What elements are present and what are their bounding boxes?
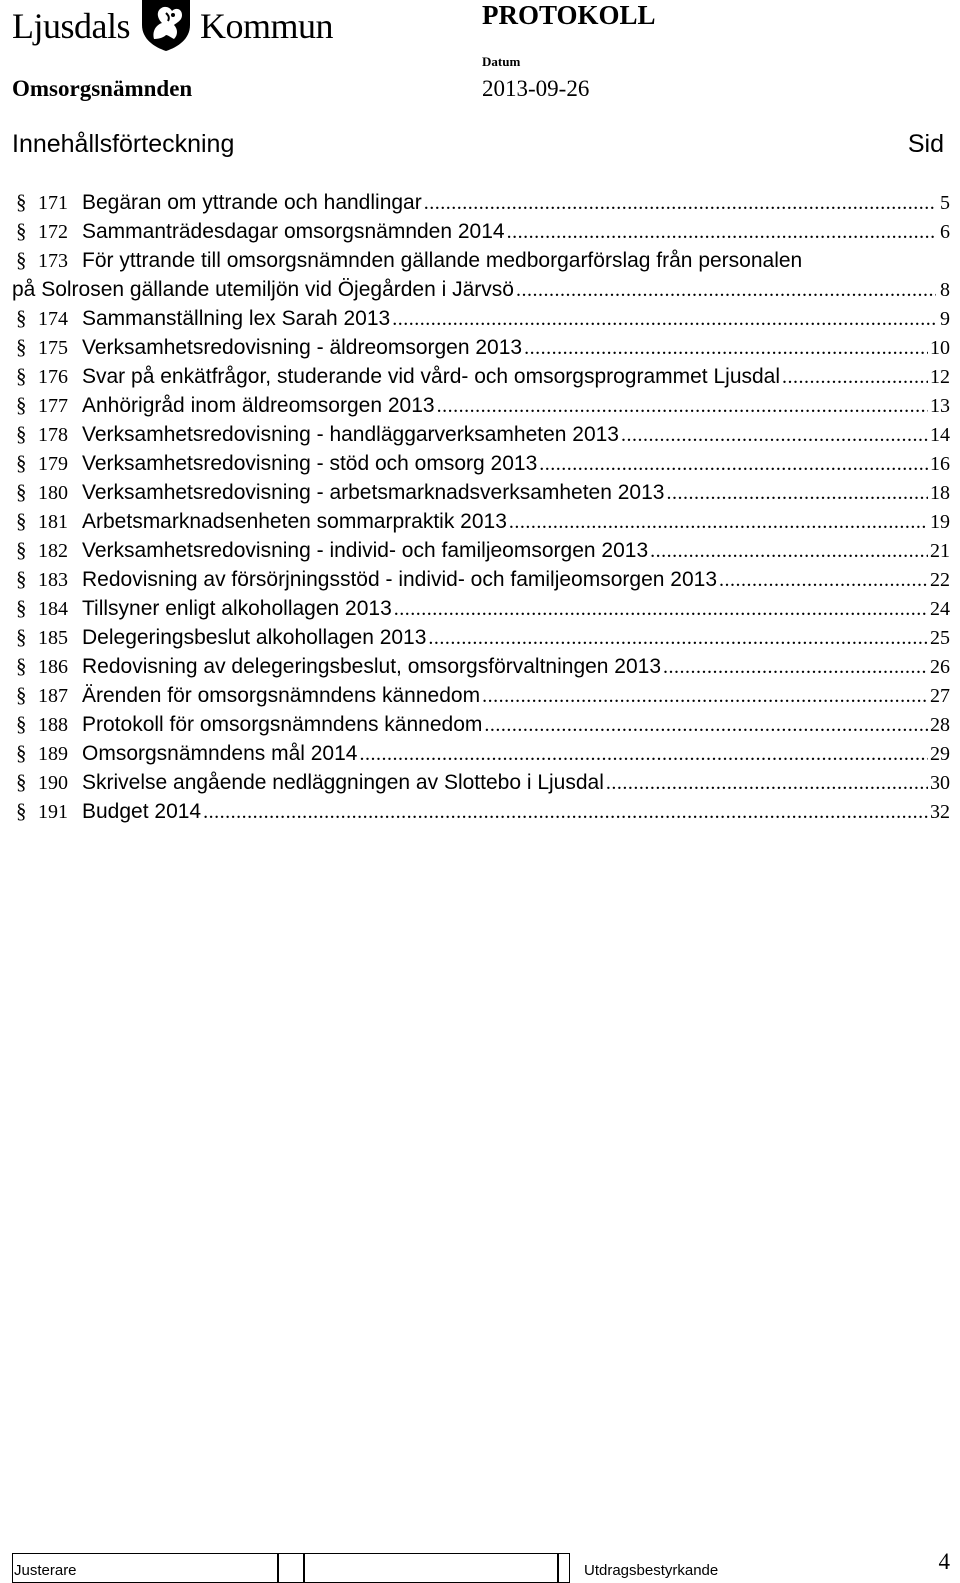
toc-entry-title: Verksamhetsredovisning - stöd och omsorg 2013 [82,452,538,475]
municipality-logo [12,2,333,50]
leader-dots [606,769,928,798]
section-symbol-icon: § [16,567,27,591]
toc-entry-title: Sammanträdesdagar omsorgsnämnden 2014 [82,220,505,243]
toc-entry-number: 191 [38,801,68,823]
toc-entry-number: 178 [38,424,68,446]
leader-dots [482,682,928,711]
toc-entry[interactable] [12,710,950,739]
section-symbol-icon: § [16,335,27,359]
toc-entry-page: 26 [930,656,950,678]
leader-dots [782,363,928,392]
leader-dots [359,740,928,769]
toc-entry-title: Anhörigråd inom äldreomsorgen 2013 [82,394,435,417]
toc-entry[interactable] [12,478,950,507]
toc-entry-title: Sammanställning lex Sarah 2013 [82,307,391,330]
leader-dots [437,392,928,421]
toc-entry[interactable] [12,304,950,333]
leader-dots [428,624,928,653]
toc-entry-title: Ärenden för omsorgsnämndens kännedom [82,684,481,707]
toc-entry-title: Skrivelse angående nedläggningen av Slottebo i Ljusdal [82,771,604,794]
toc-entry-page: 9 [940,308,950,330]
section-symbol-icon: § [16,480,27,504]
section-symbol-icon: § [16,625,27,649]
toc-entry[interactable] [12,594,950,623]
justerare-label: Justerare [14,1562,77,1579]
section-symbol-icon: § [16,393,27,417]
toc-entry[interactable] [12,333,950,362]
toc-entry-page: 12 [930,366,950,388]
leader-dots [516,276,936,305]
toc-entry-page: 19 [930,511,950,533]
toc-entry-number: 182 [38,540,68,562]
leader-dots [650,537,928,566]
toc-entry[interactable] [12,362,950,391]
toc-entry-number: 172 [38,221,68,243]
leader-dots [203,798,928,827]
leader-dots [394,595,928,624]
section-symbol-icon: § [16,306,27,330]
toc-entry-title: Verksamhetsredovisning - handläggarverksamheten 2013 [82,423,619,446]
toc-entry[interactable] [12,797,950,826]
logo-word-left: Ljusdals [12,6,130,46]
toc-entry[interactable] [12,739,950,768]
leader-dots [507,218,936,247]
toc-entry-page: 18 [930,482,950,504]
toc-entry-number: 175 [38,337,68,359]
toc-entry-page: 8 [940,279,950,301]
toc-entry[interactable] [12,623,950,652]
toc-entry-page: 21 [930,540,950,562]
toc-entry-page: 27 [930,685,950,707]
toc-entry-number: 176 [38,366,68,388]
signature-box [304,1553,558,1583]
leader-dots [524,334,928,363]
toc-entry-page: 5 [940,192,950,214]
toc-entry[interactable] [12,217,950,246]
leader-dots [484,711,928,740]
footer [0,1549,960,1583]
toc-entry-title: Protokoll för omsorgsnämndens kännedom [82,713,483,736]
toc-entry-number: 183 [38,569,68,591]
section-symbol-icon: § [16,364,27,388]
logo-word-right: Kommun [200,6,334,46]
toc-entry-number: 189 [38,743,68,765]
signature-box [278,1553,304,1583]
toc-entry-page: 29 [930,743,950,765]
toc-entry-title: Begäran om yttrande och handlingar [82,191,422,214]
section-symbol-icon: § [16,596,27,620]
toc-entry-number: 187 [38,685,68,707]
toc-entry[interactable] [12,507,950,536]
toc-entry-title: Redovisning av försörjningsstöd - individ- och familjeomsorgen 2013 [82,568,717,591]
section-symbol-icon: § [16,799,27,823]
leader-dots [539,450,928,479]
toc-entry-page: 22 [930,569,950,591]
toc-entry-page: 24 [930,598,950,620]
leader-dots [719,566,928,595]
toc-entry-title-continuation: på Solrosen gällande utemiljön vid Öjegården i Järvsö [12,278,514,301]
section-symbol-icon: § [16,451,27,475]
toc-entry[interactable] [12,536,950,565]
section-symbol-icon: § [16,190,27,214]
section-symbol-icon: § [16,654,27,678]
toc-entry-number: 174 [38,308,68,330]
toc-entry-title: Verksamhetsredovisning - individ- och familjeomsorgen 2013 [82,539,649,562]
toc-entry-number: 186 [38,656,68,678]
leader-dots [509,508,928,537]
toc-entry-page: 28 [930,714,950,736]
toc-entry-page: 10 [930,337,950,359]
toc-entry-page: 30 [930,772,950,794]
toc-entry-number: 177 [38,395,68,417]
toc-entry-title: Verksamhetsredovisning - arbetsmarknadsverksamheten 2013 [82,481,665,504]
section-symbol-icon: § [16,509,27,533]
section-symbol-icon: § [16,538,27,562]
leader-dots [424,189,936,218]
toc-entry-number: 180 [38,482,68,504]
toc-entry-number: 184 [38,598,68,620]
toc-entry-title: Budget 2014 [82,800,202,823]
section-symbol-icon: § [16,770,27,794]
toc-entry[interactable] [12,652,950,681]
toc-entry-number: 173 [38,250,68,272]
leader-dots [666,479,928,508]
toc-entry-title: För yttrande till omsorgsnämnden gällande medborgarförslag från personalen [82,249,803,272]
leader-dots [621,421,928,450]
toc-page-heading: Sid [907,130,944,158]
document-type: PROTOKOLL [482,0,656,30]
toc-entry-title: Delegeringsbeslut alkohollagen 2013 [82,626,427,649]
toc-entry[interactable] [12,768,950,797]
toc-entry-page: 16 [930,453,950,475]
toc-entry[interactable] [12,188,950,217]
toc-entry[interactable] [12,449,950,478]
section-symbol-icon: § [16,741,27,765]
toc-entry-number: 185 [38,627,68,649]
toc-entry-page: 13 [930,395,950,417]
signature-box [558,1553,570,1583]
leader-dots [392,305,936,334]
meeting-date: 2013-09-26 [482,76,590,101]
section-symbol-icon: § [16,219,27,243]
page-number: 4 [938,1549,950,1574]
section-symbol-icon: § [16,683,27,707]
toc-entry-number: 179 [38,453,68,475]
toc-entry-number: 181 [38,511,68,533]
toc-entry-title: Tillsyner enligt alkohollagen 2013 [82,597,392,620]
toc-entry[interactable] [12,391,950,420]
board-name: Omsorgsnämnden [12,76,193,101]
toc-list [12,188,950,826]
leader-dots [663,653,928,682]
toc-entry[interactable] [12,420,950,449]
section-symbol-icon: § [16,248,27,272]
toc-entry-page: 32 [930,801,950,823]
toc-entry-title: Omsorgsnämndens mål 2014 [82,742,358,765]
toc-entry-title: Redovisning av delegeringsbeslut, omsorgsförvaltningen 2013 [82,655,662,678]
toc-entry-number: 188 [38,714,68,736]
section-symbol-icon: § [16,712,27,736]
date-label: Datum [482,54,521,69]
toc-entry-page: 6 [940,221,950,243]
toc-entry-page: 25 [930,627,950,649]
toc-entry[interactable] [12,565,950,594]
toc-entry[interactable] [12,681,950,710]
toc-entry-title: Svar på enkätfrågor, studerande vid vård- och omsorgsprogrammet Ljusdal [82,365,781,388]
crest-icon [136,0,196,53]
utdragsbestyrkande-label: Utdragsbestyrkande [584,1562,719,1579]
toc-title: Innehållsförteckning [12,130,235,158]
toc-entry-title: Verksamhetsredovisning - äldreomsorgen 2013 [82,336,523,359]
section-symbol-icon: § [16,422,27,446]
toc-entry-page: 14 [930,424,950,446]
toc-entry-number: 190 [38,772,68,794]
toc-entry-title: Arbetsmarknadsenheten sommarpraktik 2013 [82,510,507,533]
toc-entry[interactable] [12,246,950,304]
toc-entry-number: 171 [38,192,68,214]
